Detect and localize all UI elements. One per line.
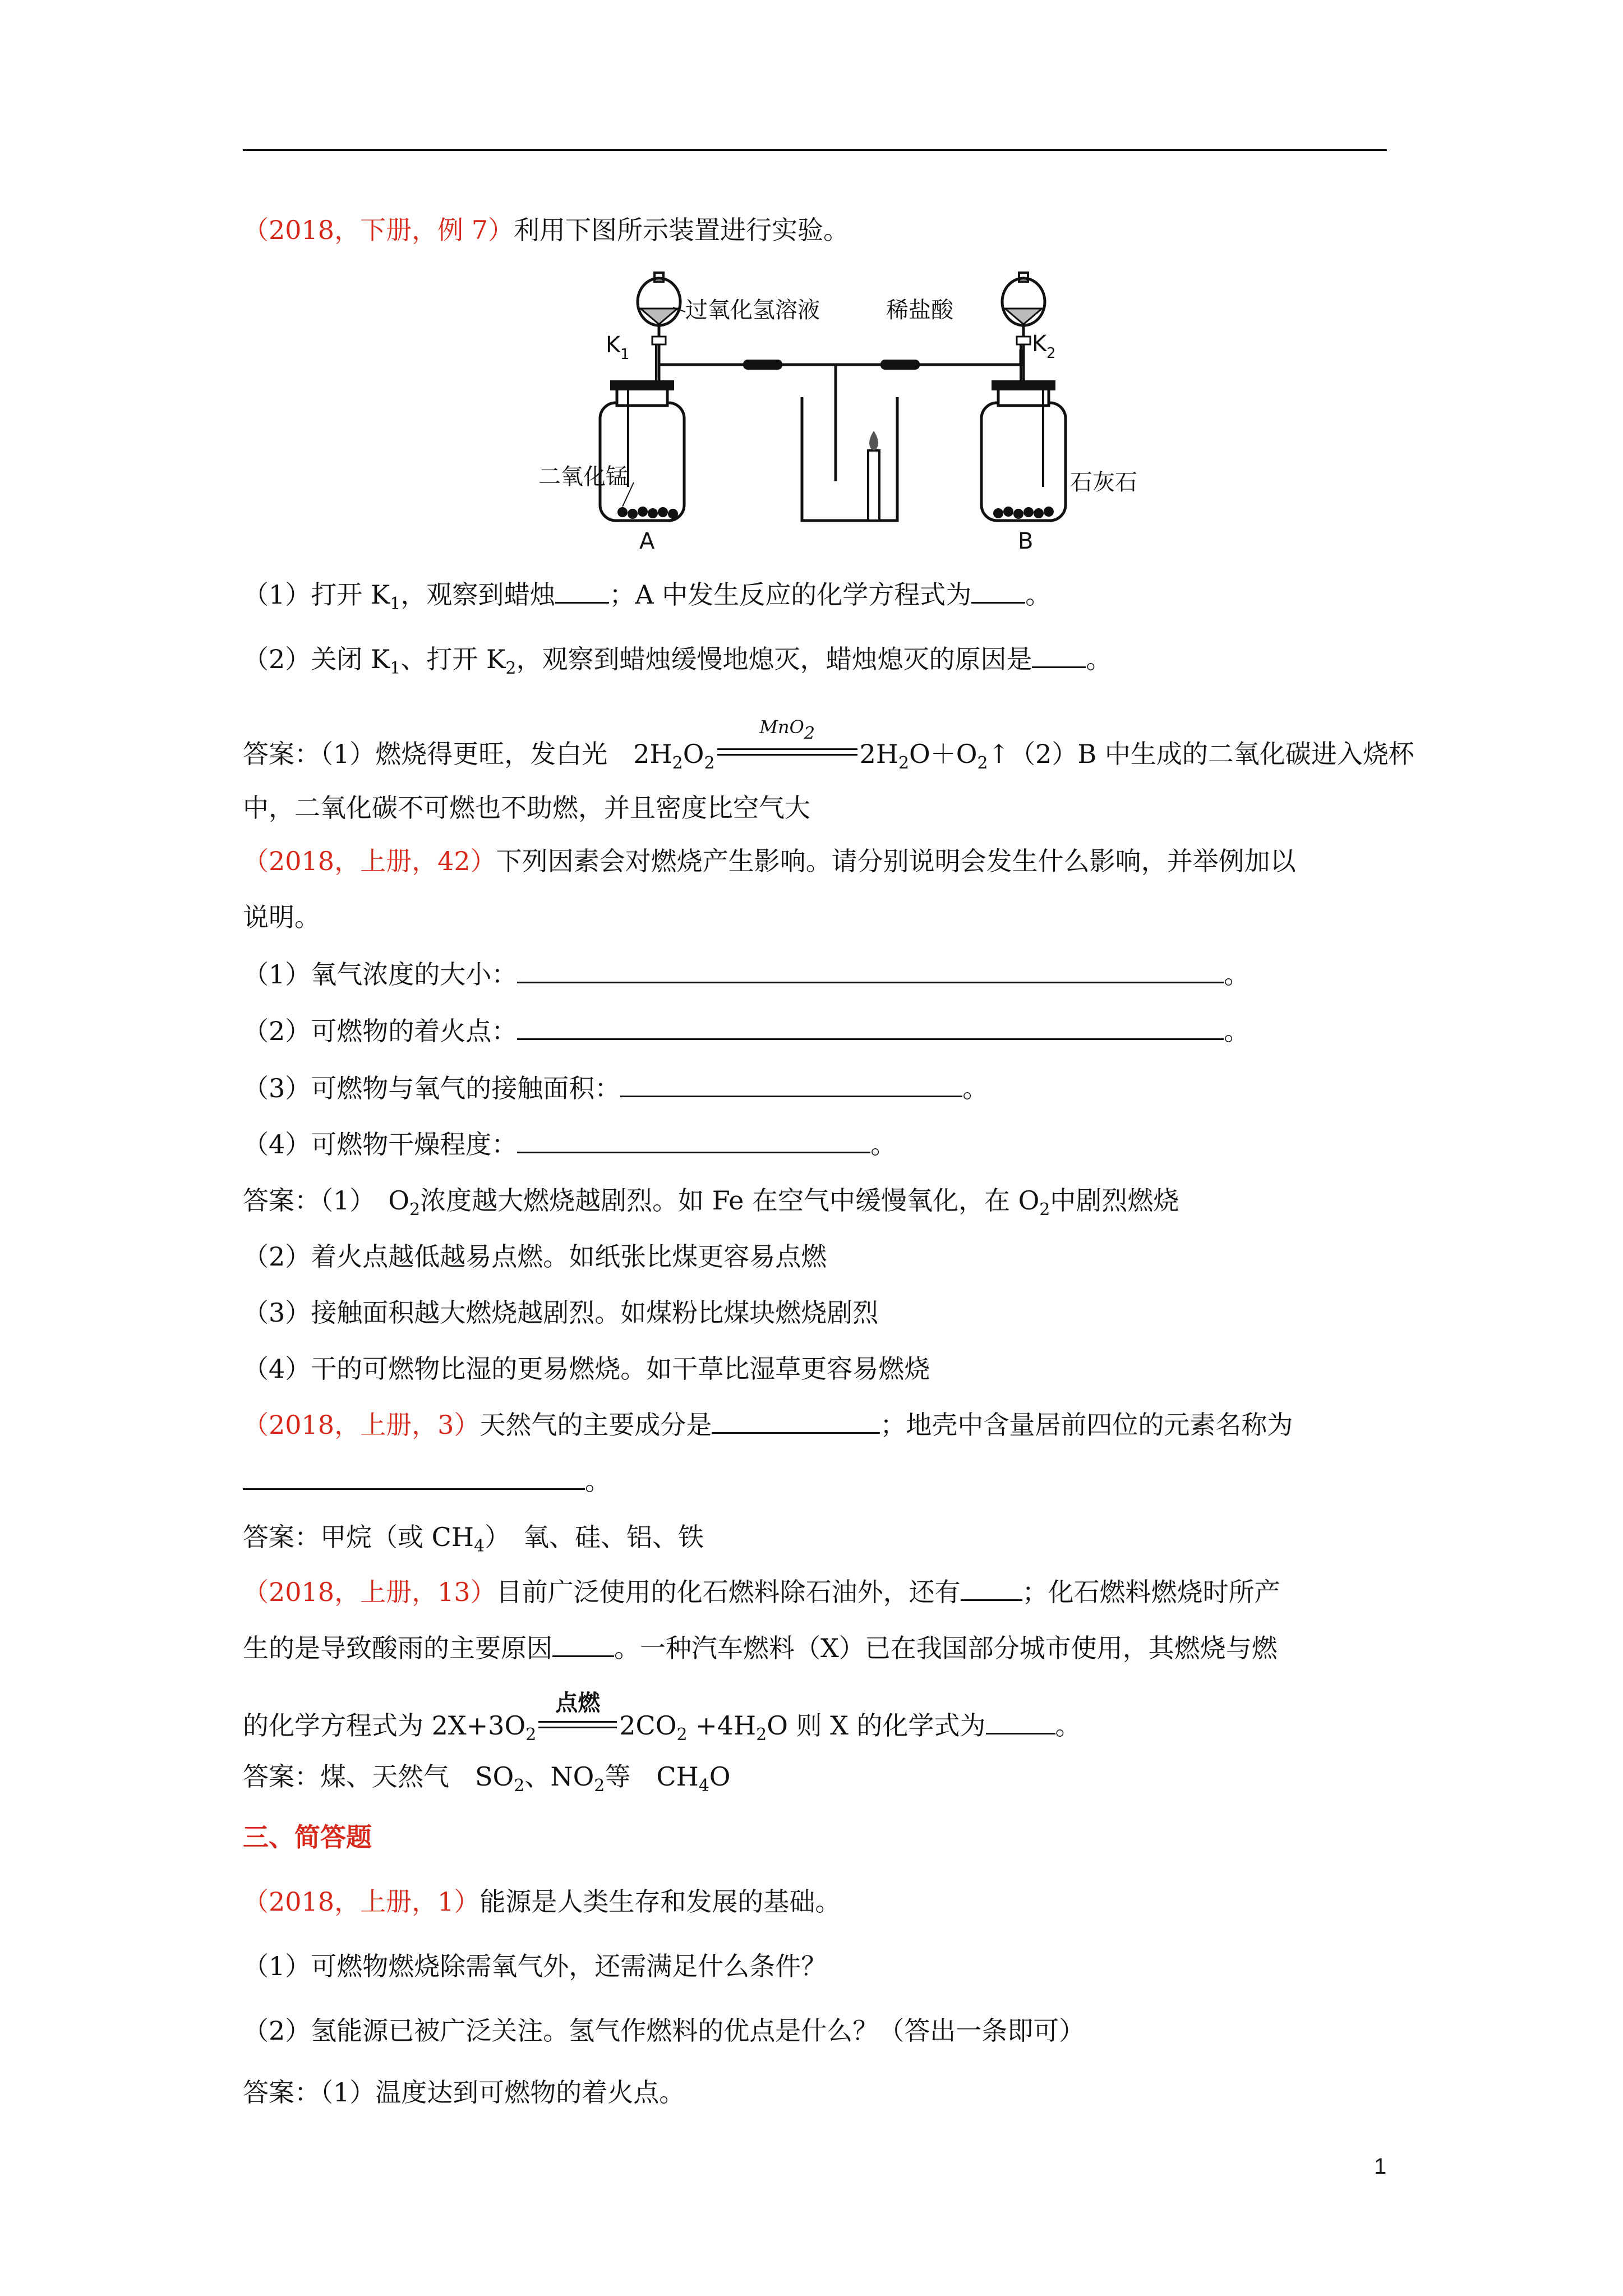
answer-1-line-1: 答案：（1）燃烧得更旺，发白光 $2H_2O_2$ MnO$_2$ $2H_2O+O_2↑(2)B$ 中生成的二氧化碳进入烧杯	[243, 716, 1414, 773]
label-k1: K	[606, 332, 621, 358]
answer-2-line-4: （4）干的可燃物比湿的更易燃烧。如干草比湿草更容易燃烧	[243, 1354, 930, 1384]
reaction-condition-ignite: 点燃	[538, 1701, 617, 1734]
question-2-heading: （2018，上册，42）下列因素会对燃烧产生影响。请分别说明会发生什么影响，并举例加以	[243, 846, 1296, 876]
beaker-with-candle	[802, 397, 897, 521]
question-4-line-3: 的化学方程式为 $2X+3O_2$ 点燃 $2CO_2 +4H_2O$ 则 X 的化学式为 。	[243, 1690, 1081, 1745]
question-1-heading	[243, 213, 1398, 247]
question-1-part-1: （1）打开 $K_1$，观察到蜡烛 ；A 中发生反应的化学方程式为 。	[243, 579, 1052, 614]
question-4-line-2: 生的是导致酸雨的主要原因 。一种汽车燃料（X）已在我国部分城市使用，其燃烧与燃	[243, 1633, 1278, 1663]
question-2-part-2: （2）可燃物的着火点： 。	[243, 1016, 1250, 1046]
answer-blank[interactable]	[971, 579, 1025, 604]
section-heading: 三、简答题	[243, 1822, 372, 1852]
question-text: 利用下图所示装置进行实验。	[513, 215, 849, 245]
answer-blank[interactable]	[517, 1016, 1224, 1040]
answer-blank[interactable]	[986, 1710, 1055, 1734]
bottle-a	[600, 341, 684, 521]
question-reference: （2018，上册，3）	[243, 1410, 480, 1440]
answer-blank[interactable]	[961, 1577, 1022, 1601]
question-5-heading: （2018，上册，1）能源是人类生存和发展的基础。	[243, 1887, 841, 1917]
reaction-condition-mno2: MnO$_2$	[717, 729, 857, 763]
answer-3: 答案：甲烷（或 $CH_4$） 氧、硅、铝、铁	[243, 1522, 704, 1556]
label-k2-subscript: 2	[1046, 345, 1056, 362]
question-reference: （2018，上册，13）	[243, 1577, 496, 1607]
answer-blank[interactable]	[243, 1466, 585, 1490]
label-b: B	[1018, 528, 1034, 554]
label-k1-subscript: 1	[620, 346, 630, 363]
answer-blank[interactable]	[555, 579, 609, 604]
question-2-heading-cont: 说明。	[243, 902, 320, 932]
answer-2-line-2: （2）着火点越低越易点燃。如纸张比煤更容易点燃	[243, 1241, 827, 1272]
header-rule	[243, 149, 1387, 151]
page-number: 1	[1374, 2154, 1387, 2179]
question-2-part-3: （3）可燃物与氧气的接触面积： 。	[243, 1073, 989, 1103]
answer-1-line-2: 中，二氧化碳不可燃也不助燃，并且密度比空气大	[243, 793, 810, 823]
question-reference: （2018，上册，1）	[243, 1887, 480, 1917]
answer-blank[interactable]	[517, 1129, 870, 1153]
question-2-part-4: （4）可燃物干燥程度： 。	[243, 1129, 897, 1159]
connecting-tubes	[659, 349, 1021, 481]
question-1-part-2: （2）关闭 $K_1$、打开 $K_2$，观察到蜡烛缓慢地熄灭，蜡烛熄灭的原因是 。	[243, 644, 1112, 678]
question-3-heading: （2018，上册，3）天然气的主要成分是 ；地壳中含量居前四位的元素名称为	[243, 1410, 1293, 1440]
answer-4: 答案：煤、天然气 $SO_2$、$NO_2$等 $CH_4O$	[243, 1761, 731, 1796]
limestone-pieces	[993, 507, 1054, 519]
label-manganese-dioxide: 二氧化锰	[538, 464, 628, 490]
question-2-part-1: （1）氧气浓度的大小： 。	[243, 959, 1250, 990]
question-4-heading: （2018，上册，13）目前广泛使用的化石燃料除石油外，还有 ；化石燃料燃烧时所产	[243, 1577, 1280, 1607]
answer-blank[interactable]	[712, 1410, 880, 1434]
question-5-part-2: （2）氢能源已被广泛关注。氢气作燃料的优点是什么？（答出一条即可）	[243, 2016, 1085, 2046]
answer-5: 答案：（1）温度达到可燃物的着火点。	[243, 2077, 685, 2108]
answer-blank[interactable]	[1032, 644, 1086, 668]
answer-blank[interactable]	[552, 1633, 614, 1657]
question-reference: （2018，下册，例 7）	[243, 215, 514, 245]
manganese-dioxide-pellets	[617, 507, 678, 519]
question-5-part-1: （1）可燃物燃烧除需氧气外，还需满足什么条件？	[243, 1951, 827, 1981]
question-3-heading-cont: 。	[243, 1464, 1398, 1498]
label-k2: K	[1032, 331, 1047, 357]
answer-blank[interactable]	[620, 1073, 962, 1097]
label-a: A	[639, 528, 655, 554]
answer-blank[interactable]	[517, 959, 1224, 983]
label-dilute-hcl: 稀盐酸	[886, 297, 953, 323]
lab-apparatus-figure	[538, 268, 1150, 554]
label-limestone: 石灰石	[1070, 470, 1137, 495]
answer-2-line-1: 答案：（1） $O_2$浓度越大燃烧越剧烈。如 Fe 在空气中缓慢氧化，在 $O_2$中剧烈燃烧	[243, 1185, 1179, 1220]
question-reference: （2018，上册，42）	[243, 846, 496, 876]
label-hydrogen-peroxide: 过氧化氢溶液	[685, 297, 820, 323]
answer-2-line-3: （3）接触面积越大燃烧越剧烈。如煤粉比煤块燃烧剧烈	[243, 1297, 879, 1328]
